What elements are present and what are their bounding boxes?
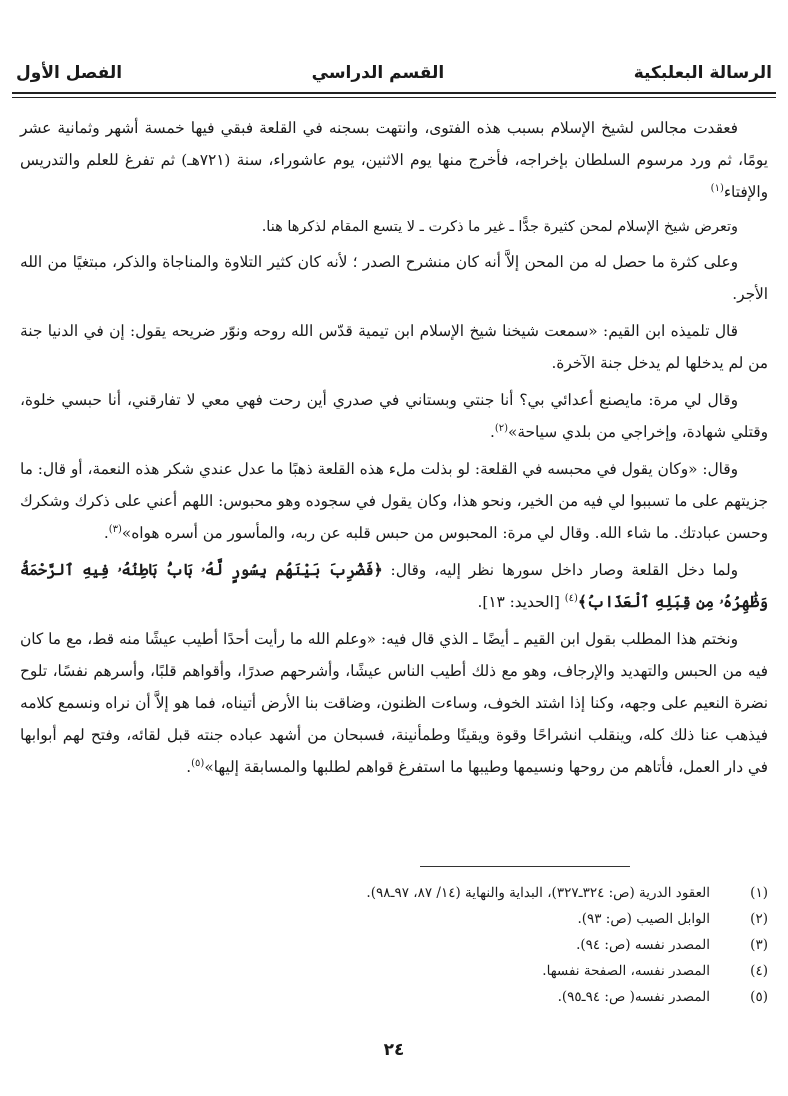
quran-verse: ﴿فَضُرِبَ بَيْنَهُم بِسُورٍ لَّهُۥ بَابُۢ بَاطِنُهُۥ فِيهِ ٱلرَّحْمَةُ وَظَٰهِرُهُۥ مِن قِبَلِهِ ٱلْعَذَابُ﴾ bbox=[20, 561, 768, 611]
paragraph-text: ولما دخل القلعة وصار داخل سورها نظر إليه، وقال: bbox=[382, 561, 739, 579]
footnote-text: المصدر نفسه (ص: ٩٤). bbox=[576, 937, 710, 953]
footnote-number: (٥) bbox=[750, 989, 768, 1005]
paragraph: وتعرض شيخ الإسلام لمحن كثيرة جدًّا ـ غير ما ذكرت ـ لا يتسع المقام لذكرها هنا. bbox=[261, 219, 738, 235]
paragraph bbox=[20, 112, 768, 208]
footnote-text: العقود الدرية (ص: ٣٢٤ـ٣٢٧)، البداية والنهاية (١٤/ ٨٧، ٩٧ـ٩٨). bbox=[366, 885, 710, 901]
paragraph: وعلى كثرة ما حصل له من المحن إلاَّ أنه كان منشرح الصدر ؛ لأنه كان كثير التلاوة والمناجاة والذكر، مبتغيًا من الله الأجر. bbox=[20, 253, 768, 303]
section-title: القسم الدراسي bbox=[311, 63, 445, 83]
footnote bbox=[20, 984, 768, 1010]
paragraph-end: . bbox=[186, 758, 192, 776]
footnote-ref: (٤) bbox=[564, 592, 578, 604]
book-title: الرسالة البعلبكية bbox=[633, 63, 772, 83]
footnote-text: المصدر نفسه، الصفحة نفسها. bbox=[542, 963, 710, 979]
body-text bbox=[20, 112, 768, 788]
footnote-text: الوابل الصيب (ص: ٩٣). bbox=[577, 911, 710, 927]
footnote bbox=[20, 958, 768, 984]
paragraph-end: . bbox=[489, 423, 495, 441]
paragraph: قال تلميذه ابن القيم: «سمعت شيخنا شيخ الإسلام ابن تيمية قدّس الله روحه ونوّر ضريحه يقول: إن في الدنيا جنة من لم يدخلها لم يدخل جنة الآخرة. bbox=[20, 322, 768, 372]
footnote bbox=[20, 906, 768, 932]
footnote-text: المصدر نفسه( ص: ٩٤ـ٩٥). bbox=[557, 989, 710, 1005]
paragraph-end: . bbox=[103, 524, 109, 542]
footnotes bbox=[20, 880, 768, 1010]
page-number: ٢٤ bbox=[383, 1040, 405, 1060]
chapter-title: الفصل الأول bbox=[16, 63, 123, 83]
footnote bbox=[20, 880, 768, 906]
footnote bbox=[20, 932, 768, 958]
footnote-ref: (١) bbox=[710, 182, 724, 194]
footnote-number: (٢) bbox=[750, 911, 768, 927]
paragraph bbox=[20, 554, 768, 618]
paragraph-text: وقال لي مرة: مايصنع أعدائي بي؟ أنا جنتي وبستاني في صدري أين رحت فهي معي لا تفارقني، أنا حبسي خلوة، وقتلي شهادة، وإخراجي من بلدي سياحة» bbox=[20, 391, 768, 441]
running-header bbox=[16, 56, 772, 90]
paragraph-text: فعقدت مجالس لشيخ الإسلام بسبب هذه الفتوى، وانتهت بسجنه في القلعة فبقي فيها خمسة أشهر وثمانية عشر يومًا، ثم ورد مرسوم السلطان بإخراجه، فأخرج منها يوم الاثنين، يوم عاشوراء، سنة (٧٢١هـ) ثم تفرغ للعلم والتدريس والإفتاء bbox=[20, 119, 769, 201]
footnote-number: (٣) bbox=[750, 937, 768, 953]
header-rule bbox=[12, 92, 776, 94]
footnote-ref: (٥) bbox=[191, 757, 205, 769]
footnote-number: (١) bbox=[750, 885, 768, 901]
paragraph bbox=[20, 453, 768, 549]
paragraph bbox=[20, 623, 768, 783]
paragraph-text: وقال: «وكان يقول في محبسه في القلعة: لو بذلت ملء هذه القلعة ذهبًا ما عدل عندي شكر هذه النعمة، أو قال: ما جزيتهم على ما تسببوا لي فيه من الخير، ونحو هذا، وكان يقول في سجوده وهو محبوس: اللهم أعني على ذكرك وشكرك وحسن عبادتك. ما شاء الله. وقال لي مرة: المحبوس من حبس قلبه عن ربه، والمأسور من أسره هواه» bbox=[20, 460, 768, 542]
header-rule-thin bbox=[12, 97, 776, 98]
verse-citation: [الحديد: ١٣]. bbox=[477, 593, 565, 611]
footnote-ref: (٢) bbox=[494, 422, 508, 434]
paragraph bbox=[20, 384, 768, 448]
footnote-ref: (٣) bbox=[108, 523, 122, 535]
footnote-number: (٤) bbox=[750, 963, 768, 979]
paragraph-text: ونختم هذا المطلب بقول ابن القيم ـ أيضًا ـ الذي قال فيه: «وعلم الله ما رأيت أحدًا أطيب عيشًا منه قط، مع ما كان فيه من الحبس والتهديد والإرجاف، وهو مع ذلك أطيب الناس عيشًا، وأشرحهم صدرًا، وأقواهم قلبًا، وأسرهم نفسًا، تلوح نضرة النعيم على وجهه، وكنا إذا اشتد الخوف، وساءت الظنون، وضاقت بنا الأرض أتيناه، فما هو إلاَّ أن نراه ونسمع كلامه فيذهب عنا ذلك كله، وينقلب انشراحًا وقوة ويقينًا وطمأنينة، فسبحان من أشهد عباده جنته قبل لقائه، وفتح لهم أبوابها في دار العمل، فأتاهم من روحها ونسيمها وطيبها ما استفرغ قواهم لطلبها والمسابقة إليها» bbox=[20, 630, 768, 776]
footnote-rule bbox=[420, 866, 630, 867]
